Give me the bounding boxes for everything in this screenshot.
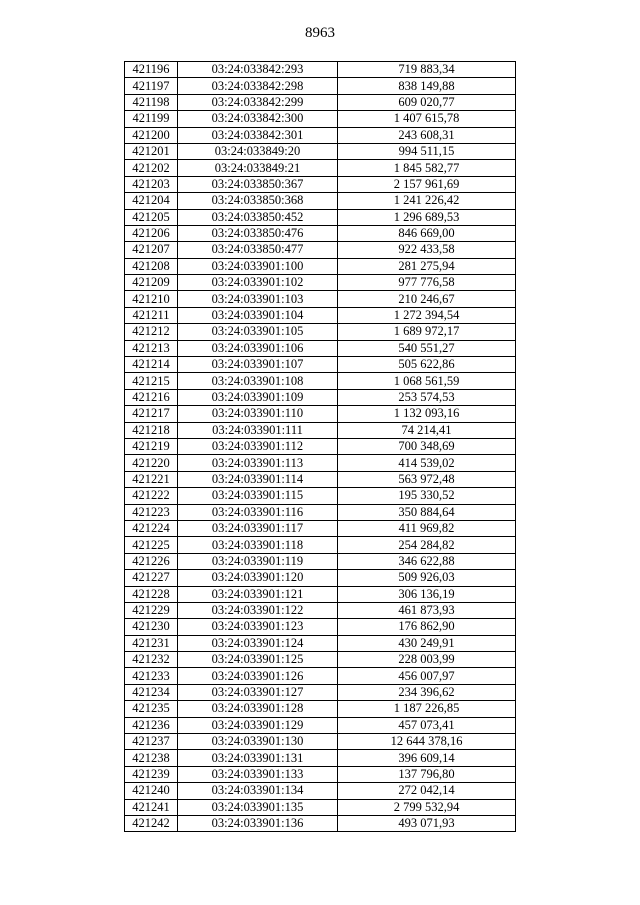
table-row: [125, 258, 516, 274]
cadastral-value-cell: 234 396,62: [338, 684, 516, 700]
row-number-cell: 421196: [125, 62, 178, 78]
table-row: [125, 553, 516, 569]
cadastral-value-cell: 2 799 532,94: [338, 799, 516, 815]
table-row: [125, 701, 516, 717]
table-row: [125, 209, 516, 225]
row-number-cell: 421224: [125, 520, 178, 536]
cadastral-number-cell: 03:24:033842:301: [178, 127, 338, 143]
row-number-cell: 421237: [125, 734, 178, 750]
row-number-cell: 421234: [125, 684, 178, 700]
cadastral-number-cell: 03:24:033901:120: [178, 570, 338, 586]
table-row: [125, 750, 516, 766]
cadastral-number-cell: 03:24:033901:130: [178, 734, 338, 750]
table-row: [125, 537, 516, 553]
table-row: [125, 635, 516, 651]
table-row: [125, 586, 516, 602]
cadastral-number-cell: 03:24:033901:131: [178, 750, 338, 766]
cadastral-value-cell: 272 042,14: [338, 783, 516, 799]
cadastral-value-cell: 414 539,02: [338, 455, 516, 471]
row-number-cell: 421208: [125, 258, 178, 274]
cadastral-value-cell: 350 884,64: [338, 504, 516, 520]
table-row: [125, 143, 516, 159]
cadastral-value-cell: 922 433,58: [338, 242, 516, 258]
cadastral-number-cell: 03:24:033901:125: [178, 652, 338, 668]
cadastral-value-cell: 281 275,94: [338, 258, 516, 274]
row-number-cell: 421197: [125, 78, 178, 94]
cadastral-value-cell: 457 073,41: [338, 717, 516, 733]
row-number-cell: 421209: [125, 275, 178, 291]
table-row: [125, 324, 516, 340]
cadastral-value-cell: 176 862,90: [338, 619, 516, 635]
cadastral-number-cell: 03:24:033901:128: [178, 701, 338, 717]
cadastral-number-cell: 03:24:033901:105: [178, 324, 338, 340]
row-number-cell: 421239: [125, 766, 178, 782]
table-row: [125, 619, 516, 635]
cadastral-number-cell: 03:24:033850:367: [178, 176, 338, 192]
table-row: [125, 799, 516, 815]
table-row: [125, 652, 516, 668]
row-number-cell: 421226: [125, 553, 178, 569]
table-row: [125, 766, 516, 782]
cadastral-value-cell: 563 972,48: [338, 471, 516, 487]
table-row: [125, 504, 516, 520]
row-number-cell: 421221: [125, 471, 178, 487]
cadastral-value-cell: 846 669,00: [338, 225, 516, 241]
table-row: [125, 62, 516, 78]
cadastral-value-cell: 254 284,82: [338, 537, 516, 553]
row-number-cell: 421236: [125, 717, 178, 733]
cadastral-value-cell: 540 551,27: [338, 340, 516, 356]
cadastral-value-cell: 838 149,88: [338, 78, 516, 94]
cadastral-number-cell: 03:24:033849:21: [178, 160, 338, 176]
cadastral-number-cell: 03:24:033901:134: [178, 783, 338, 799]
row-number-cell: 421230: [125, 619, 178, 635]
cadastral-value-cell: 977 776,58: [338, 275, 516, 291]
table-row: [125, 160, 516, 176]
cadastral-number-cell: 03:24:033901:124: [178, 635, 338, 651]
row-number-cell: 421218: [125, 422, 178, 438]
table-row: [125, 570, 516, 586]
cadastral-value-cell: 396 609,14: [338, 750, 516, 766]
cadastral-number-cell: 03:24:033842:300: [178, 111, 338, 127]
cadastral-value-cell: 493 071,93: [338, 815, 516, 831]
table-row: [125, 94, 516, 110]
row-number-cell: 421232: [125, 652, 178, 668]
row-number-cell: 421200: [125, 127, 178, 143]
cadastral-number-cell: 03:24:033850:452: [178, 209, 338, 225]
row-number-cell: 421207: [125, 242, 178, 258]
row-number-cell: 421231: [125, 635, 178, 651]
table-row: [125, 520, 516, 536]
table-row: [125, 734, 516, 750]
cadastral-value-cell: 719 883,34: [338, 62, 516, 78]
cadastral-value-cell: 2 157 961,69: [338, 176, 516, 192]
row-number-cell: 421229: [125, 602, 178, 618]
cadastral-number-cell: 03:24:033901:117: [178, 520, 338, 536]
table-row: [125, 488, 516, 504]
cadastral-number-cell: 03:24:033901:129: [178, 717, 338, 733]
row-number-cell: 421203: [125, 176, 178, 192]
cadastral-value-cell: 195 330,52: [338, 488, 516, 504]
cadastral-value-cell: 210 246,67: [338, 291, 516, 307]
table-row: [125, 242, 516, 258]
cadastral-value-cell: 306 136,19: [338, 586, 516, 602]
table-row: [125, 406, 516, 422]
cadastral-number-cell: 03:24:033901:110: [178, 406, 338, 422]
table-row: [125, 455, 516, 471]
cadastral-number-cell: 03:24:033901:133: [178, 766, 338, 782]
row-number-cell: 421215: [125, 373, 178, 389]
cadastral-value-cell: 346 622,88: [338, 553, 516, 569]
cadastral-value-cell: 1 407 615,78: [338, 111, 516, 127]
row-number-cell: 421213: [125, 340, 178, 356]
row-number-cell: 421204: [125, 193, 178, 209]
table-row: [125, 438, 516, 454]
cadastral-number-cell: 03:24:033849:20: [178, 143, 338, 159]
row-number-cell: 421228: [125, 586, 178, 602]
table-row: [125, 193, 516, 209]
cadastral-number-cell: 03:24:033850:368: [178, 193, 338, 209]
row-number-cell: 421225: [125, 537, 178, 553]
row-number-cell: 421235: [125, 701, 178, 717]
cadastral-number-cell: 03:24:033901:116: [178, 504, 338, 520]
cadastral-number-cell: 03:24:033842:293: [178, 62, 338, 78]
row-number-cell: 421220: [125, 455, 178, 471]
row-number-cell: 421212: [125, 324, 178, 340]
row-number-cell: 421217: [125, 406, 178, 422]
cadastral-number-cell: 03:24:033901:102: [178, 275, 338, 291]
row-number-cell: 421214: [125, 357, 178, 373]
row-number-cell: 421206: [125, 225, 178, 241]
cadastral-value-cell: 12 644 378,16: [338, 734, 516, 750]
table-row: [125, 291, 516, 307]
cadastral-value-cell: 228 003,99: [338, 652, 516, 668]
cadastral-number-cell: 03:24:033901:115: [178, 488, 338, 504]
table-row: [125, 340, 516, 356]
table-row: [125, 389, 516, 405]
cadastral-value-cell: 430 249,91: [338, 635, 516, 651]
row-number-cell: 421202: [125, 160, 178, 176]
row-number-cell: 421233: [125, 668, 178, 684]
row-number-cell: 421240: [125, 783, 178, 799]
cadastral-number-cell: 03:24:033901:114: [178, 471, 338, 487]
row-number-cell: 421198: [125, 94, 178, 110]
table-row: [125, 307, 516, 323]
cadastral-value-cell: 700 348,69: [338, 438, 516, 454]
table-row: [125, 111, 516, 127]
cadastral-value-cell: 1 187 226,85: [338, 701, 516, 717]
cadastral-number-cell: 03:24:033901:100: [178, 258, 338, 274]
table-row: [125, 602, 516, 618]
row-number-cell: 421227: [125, 570, 178, 586]
row-number-cell: 421205: [125, 209, 178, 225]
cadastral-number-cell: 03:24:033842:299: [178, 94, 338, 110]
cadastral-number-cell: 03:24:033901:104: [178, 307, 338, 323]
cadastral-value-cell: 1 689 972,17: [338, 324, 516, 340]
cadastral-value-cell: 74 214,41: [338, 422, 516, 438]
table-row: [125, 668, 516, 684]
row-number-cell: 421223: [125, 504, 178, 520]
cadastral-value-cell: 609 020,77: [338, 94, 516, 110]
table-body: [125, 62, 516, 832]
cadastral-value-cell: 1 241 226,42: [338, 193, 516, 209]
row-number-cell: 421216: [125, 389, 178, 405]
table-row: [125, 373, 516, 389]
page-number: 8963: [305, 25, 335, 41]
cadastral-number-cell: 03:24:033901:127: [178, 684, 338, 700]
row-number-cell: 421201: [125, 143, 178, 159]
cadastral-number-cell: 03:24:033901:109: [178, 389, 338, 405]
cadastral-number-cell: 03:24:033901:126: [178, 668, 338, 684]
cadastral-number-cell: 03:24:033901:135: [178, 799, 338, 815]
table-row: [125, 275, 516, 291]
cadastral-value-table: [124, 61, 516, 832]
cadastral-value-cell: 1 272 394,54: [338, 307, 516, 323]
row-number-cell: 421238: [125, 750, 178, 766]
cadastral-value-cell: 994 511,15: [338, 143, 516, 159]
cadastral-value-cell: 411 969,82: [338, 520, 516, 536]
cadastral-number-cell: 03:24:033901:123: [178, 619, 338, 635]
row-number-cell: 421219: [125, 438, 178, 454]
cadastral-value-cell: 1 132 093,16: [338, 406, 516, 422]
table-row: [125, 471, 516, 487]
cadastral-number-cell: 03:24:033850:476: [178, 225, 338, 241]
cadastral-number-cell: 03:24:033901:107: [178, 357, 338, 373]
row-number-cell: 421211: [125, 307, 178, 323]
cadastral-number-cell: 03:24:033901:118: [178, 537, 338, 553]
table-row: [125, 815, 516, 831]
cadastral-number-cell: 03:24:033901:108: [178, 373, 338, 389]
row-number-cell: 421222: [125, 488, 178, 504]
cadastral-value-cell: 1 845 582,77: [338, 160, 516, 176]
table-row: [125, 783, 516, 799]
cadastral-number-cell: 03:24:033901:122: [178, 602, 338, 618]
cadastral-value-cell: 456 007,97: [338, 668, 516, 684]
table-row: [125, 357, 516, 373]
cadastral-number-cell: 03:24:033901:111: [178, 422, 338, 438]
cadastral-number-cell: 03:24:033901:136: [178, 815, 338, 831]
cadastral-number-cell: 03:24:033850:477: [178, 242, 338, 258]
cadastral-value-cell: 243 608,31: [338, 127, 516, 143]
row-number-cell: 421210: [125, 291, 178, 307]
cadastral-value-cell: 1 296 689,53: [338, 209, 516, 225]
cadastral-number-cell: 03:24:033901:106: [178, 340, 338, 356]
cadastral-value-cell: 1 068 561,59: [338, 373, 516, 389]
cadastral-number-cell: 03:24:033901:119: [178, 553, 338, 569]
cadastral-value-cell: 137 796,80: [338, 766, 516, 782]
table-row: [125, 684, 516, 700]
cadastral-number-cell: 03:24:033842:298: [178, 78, 338, 94]
table-row: [125, 127, 516, 143]
cadastral-value-cell: 461 873,93: [338, 602, 516, 618]
table-row: [125, 225, 516, 241]
table-row: [125, 176, 516, 192]
cadastral-value-cell: 253 574,53: [338, 389, 516, 405]
row-number-cell: 421241: [125, 799, 178, 815]
table-row: [125, 422, 516, 438]
cadastral-value-cell: 505 622,86: [338, 357, 516, 373]
row-number-cell: 421199: [125, 111, 178, 127]
cadastral-number-cell: 03:24:033901:121: [178, 586, 338, 602]
row-number-cell: 421242: [125, 815, 178, 831]
table-row: [125, 78, 516, 94]
cadastral-value-cell: 509 926,03: [338, 570, 516, 586]
cadastral-number-cell: 03:24:033901:113: [178, 455, 338, 471]
cadastral-number-cell: 03:24:033901:103: [178, 291, 338, 307]
cadastral-number-cell: 03:24:033901:112: [178, 438, 338, 454]
table-row: [125, 717, 516, 733]
